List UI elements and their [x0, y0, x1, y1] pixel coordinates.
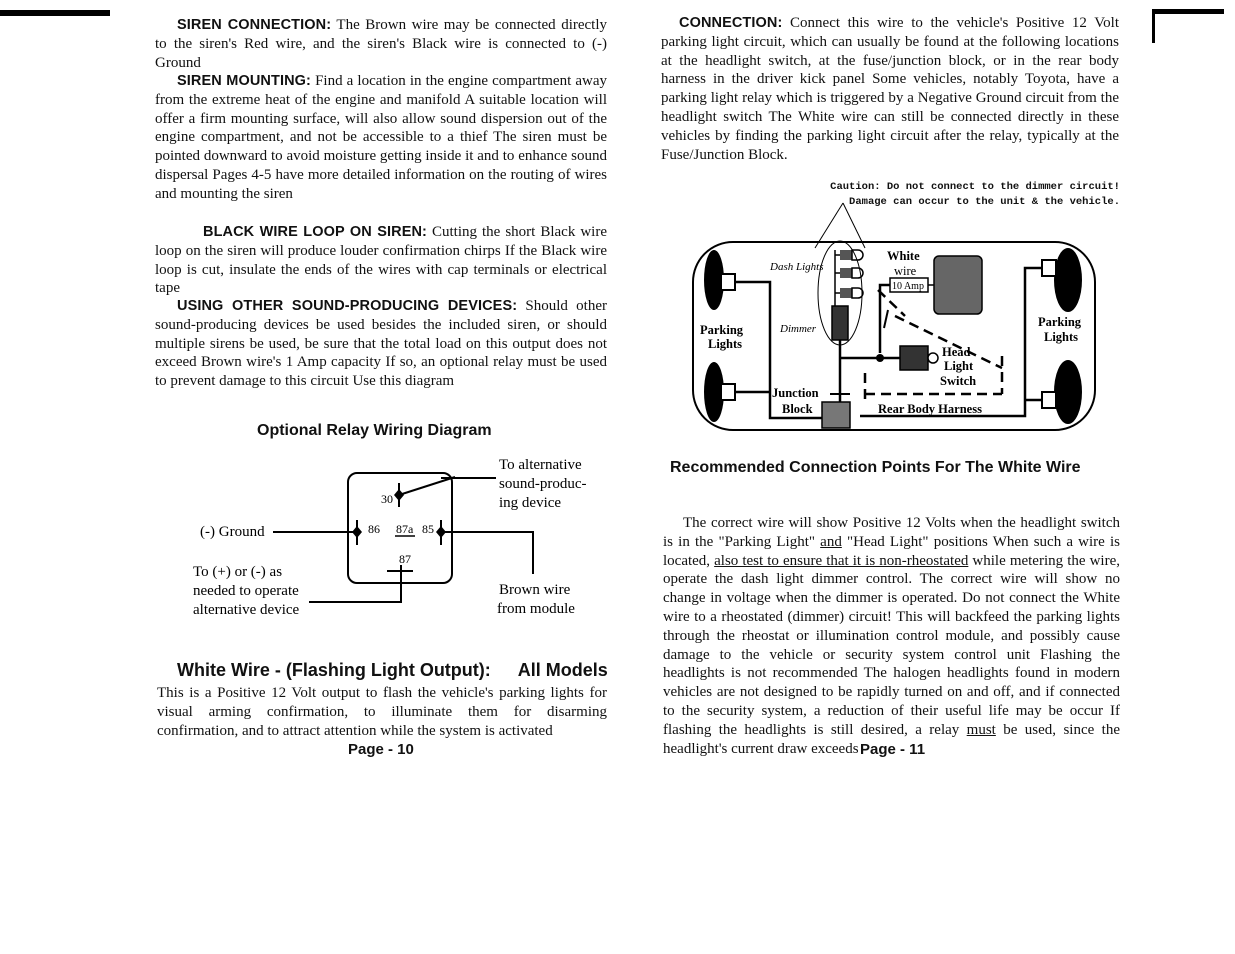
siren-mounting-paragraph — [155, 72, 607, 204]
scan-edge-mark-right-vertical — [1152, 9, 1155, 43]
pin-87-label: 87 — [399, 552, 411, 566]
brown-line-2: from module — [497, 601, 575, 617]
head-light-label-1: Head — [942, 345, 971, 359]
recommended-body-1: The correct wire will show Positive 12 Volts when the headlight switch is in the "Parking Light" — [663, 515, 1120, 550]
operate-line-3: alternative device — [193, 602, 300, 618]
fuse-label: 10 Amp — [892, 281, 924, 292]
other-devices-body: Should other sound-producing devices be used besides the included siren, or should multiple sirens be used, be sure that the total load on this output does not exceed Brown wire's 1 Amp capacity If so, an optional relay must be used to prevent damage to this circuit Use this diagram — [155, 298, 607, 390]
junction-label-1: Junction — [772, 386, 819, 400]
dash-lights-label: Dash Lights — [770, 261, 824, 273]
recommended-body-3: while metering the wire, operate the dash light dimmer control. The correct wire will show no change in voltage when the dimmer is operated. Do not connect the White wire to a rheostated (dimmer) circuit! This will backfeed the parking lights through the rheostat or illumination control module, and possibly cause damage to the vehicle or security system control unit Flashing the headlights is not recommended The halogen headlights found in modern vehicles are not designed to be rapidly turned on and off, and if connected to the security system, a reduction of their useful life may be occur If flashing the headlights is still desired, a relay — [663, 552, 1120, 738]
caution-line-2: Damage can occur to the unit & the vehicle. — [849, 196, 1120, 208]
brown-line-1: Brown wire — [499, 582, 571, 598]
connection-paragraph — [661, 14, 1119, 164]
parking-left-label-2: Lights — [708, 337, 743, 351]
non-rheostated-underlined: also test to ensure that it is non-rheostated — [714, 552, 969, 569]
pin-86-label: 86 — [368, 522, 380, 536]
black-wire-loop-paragraph — [155, 223, 607, 298]
connection-lead: CONNECTION: — [679, 15, 783, 31]
other-devices-paragraph — [155, 297, 607, 391]
ground-label: (-) Ground — [200, 524, 265, 540]
head-light-switch-icon — [900, 346, 928, 370]
white-wire-paragraph — [157, 684, 607, 740]
relay-wiring-diagram — [185, 450, 605, 625]
dimmer-label: Dimmer — [780, 323, 817, 335]
siren-mounting-body: Find a location in the engine compartment away from the extreme heat of the engine and manifold A suitable location will offer a firm mounting surface, will also allow sound dispersion out of the engine compartment, and not be accessible to a thief The siren must be pointed downward to avoid moisture getting inside it and to enhance sound dispersal Pages 4-5 have more detailed information on the routing of wires and mounting the siren — [155, 73, 608, 202]
white-wire-label-2: wire — [894, 264, 917, 278]
relay-switch-arm — [399, 477, 455, 495]
parking-right-label-1: Parking — [1038, 315, 1082, 329]
left-rear-lamp-icon — [704, 362, 735, 422]
brown-wire — [441, 532, 533, 574]
pin-85-label: 85 — [422, 522, 434, 536]
other-devices-lead: USING OTHER SOUND-PRODUCING DEVICES: — [177, 298, 518, 314]
dash-light-bulb-icon — [840, 250, 863, 298]
head-light-label-2: Light — [944, 359, 974, 373]
vehicle-wiring-diagram — [690, 198, 1100, 434]
pin-30-label: 30 — [381, 492, 393, 506]
dimmer-rheostat-icon — [832, 306, 848, 340]
recommended-heading: Recommended Connection Points For The White Wire — [670, 459, 1081, 476]
operate-line-1: To (+) or (-) as — [193, 564, 283, 580]
scan-edge-mark-right — [1152, 9, 1224, 14]
connection-body: Connect this wire to the vehicle's Positive 12 Volt parking light circuit, which can usually be found at the following locations at the headlight switch, at the fuse/junction block, or in the rear body harness in the driver kick panel Some vehicles, notably Toyota, have a parking light relay which is triggered by a Negative Ground circuit from the headlight switch The White wire can still be connected directly in these vehicles by finding the parking light circuit after the relay, typically at the Fuse/Junction Block. — [661, 15, 1119, 163]
white-wire-heading — [177, 660, 608, 681]
pin-87a-label: 87a — [396, 522, 414, 536]
siren-connection-lead: SIREN CONNECTION: — [177, 17, 332, 33]
to-alt-line-2: sound-produc- — [499, 476, 587, 492]
recommended-body-2: "Head Light" positions When such a wire is located, — [663, 533, 1120, 569]
relay-diagram-title: Optional Relay Wiring Diagram — [257, 422, 492, 439]
white-wire-label-1: White — [887, 249, 920, 263]
recommended-paragraph — [663, 514, 1120, 758]
black-wire-loop-lead: BLACK WIRE LOOP ON SIREN: — [203, 224, 427, 240]
siren-mounting-lead: SIREN MOUNTING: — [177, 73, 311, 89]
parking-left-label-1: Parking — [700, 323, 744, 337]
operate-line-2: needed to operate — [193, 583, 299, 599]
head-light-label-3: Switch — [940, 374, 977, 388]
scan-edge-mark-left — [0, 10, 110, 16]
rear-harness-label: Rear Body Harness — [878, 402, 982, 416]
security-module-icon — [934, 256, 982, 314]
right-front-lamp-icon — [1042, 248, 1082, 312]
parking-right-label-2: Lights — [1044, 330, 1079, 344]
page-number-left: Page - 10 — [348, 741, 414, 758]
and-underlined: and — [820, 533, 842, 550]
operate-device-wire — [309, 571, 401, 602]
recommended-body-4: be used, since the headlight's current draw exceeds — [663, 721, 1120, 757]
siren-connection-body: The Brown wire may be connected directly to the siren's Red wire, and the siren's Black wire is connected to (-) Ground — [155, 17, 608, 71]
siren-connection-paragraph — [155, 16, 607, 72]
left-front-lamp-icon — [704, 250, 735, 310]
must-underlined: must — [966, 721, 996, 738]
page-number-right: Page - 11 — [860, 741, 926, 758]
white-wire-body: This is a Positive 12 Volt output to flash the vehicle's parking lights for visual arming confirmation, to illuminate them for disarming confirmation, and to attract attention while the system is activated — [157, 685, 607, 739]
caution-line-1: Caution: Do not connect to the dimmer circuit! — [830, 181, 1120, 193]
junction-block-icon — [822, 402, 850, 428]
junction-label-2: Block — [782, 402, 813, 416]
black-wire-loop-body: Cutting the short Black wire loop on the siren will produce louder confirmation chirps If the Black wire loop is cut, insulate the ends of the wires with cap terminals or electrical tape — [155, 224, 607, 297]
right-rear-lamp-icon — [1042, 360, 1082, 424]
white-wire-heading-right: All Models — [517, 660, 608, 680]
white-wire-heading-left: White Wire - (Flashing Light Output): — [177, 660, 491, 680]
to-alt-line-1: To alternative — [499, 457, 582, 473]
to-alt-line-3: ing device — [499, 495, 562, 511]
